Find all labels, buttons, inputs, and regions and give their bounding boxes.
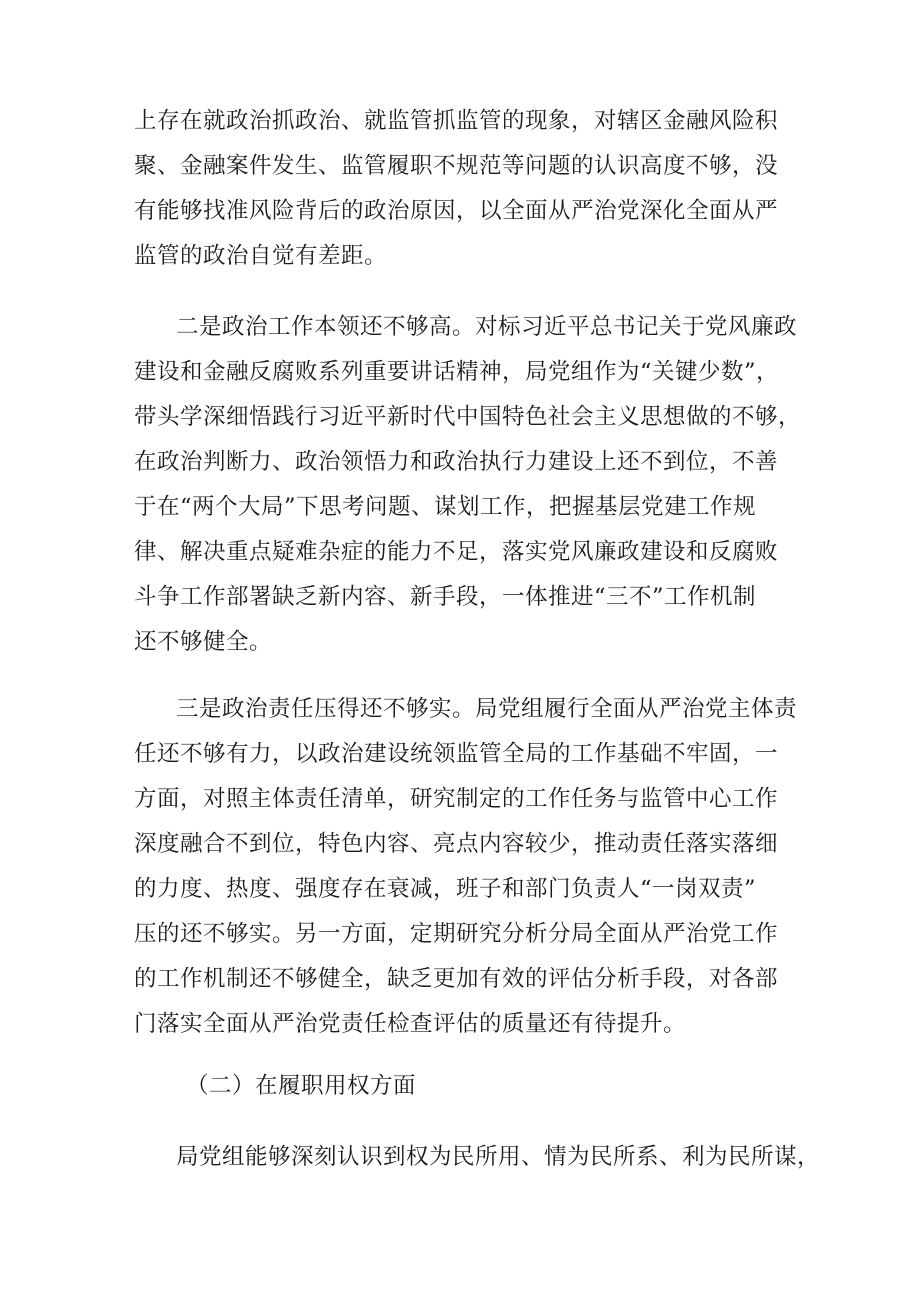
paragraph-line: 监管的政治自觉有差距。 xyxy=(134,243,388,269)
paragraph-line: 还不够健全。 xyxy=(134,629,273,655)
paragraph-line: 的工作机制还不够健全，缺乏更加有效的评估分析手段，对各部 xyxy=(134,966,779,992)
paragraph-line: 建设和金融反腐败系列重要讲话精神，局党组作为“关键少数”， xyxy=(134,359,780,385)
paragraph-line: 的力度、热度、强度存在衰减，班子和部门负责人“一岗双责” xyxy=(134,876,757,902)
paragraph-line: 带头学深细悟践行习近平新时代中国特色社会主义思想做的不够， xyxy=(134,404,802,430)
paragraph-line: 有能够找准风险背后的政治原因，以全面从严治党深化全面从严 xyxy=(134,198,779,224)
paragraph-line: 深度融合不到位，特色内容、亮点内容较少，推动责任落实落细 xyxy=(134,831,779,857)
paragraph-line: 任还不够有力，以政治建设统领监管全局的工作基础不牢固，一 xyxy=(134,741,779,767)
paragraph-line: 局党组能够深刻认识到权为民所用、情为民所系、利为民所谋， xyxy=(176,1144,821,1170)
paragraph-line: 聚、金融案件发生、监管履职不规范等问题的认识高度不够，没 xyxy=(134,153,779,179)
paragraph-line: 门落实全面从严治党责任检查评估的质量还有待提升。 xyxy=(134,1011,687,1037)
paragraph-line: 二是政治工作本领还不够高。对标习近平总书记关于党风廉政 xyxy=(176,314,798,340)
paragraph-line: 三是政治责任压得还不够实。局党组履行全面从严治党主体责 xyxy=(176,696,798,722)
paragraph-line: 方面，对照主体责任清单，研究制定的工作任务与监管中心工作 xyxy=(134,786,779,812)
section-heading-text: （二）在履职用权方面 xyxy=(186,1073,417,1099)
paragraph-line: 斗争工作部署缺乏新内容、新手段，一体推进“三不”工作机制 xyxy=(134,584,757,610)
paragraph-line: 在政治判断力、政治领悟力和政治执行力建设上还不到位，不善 xyxy=(134,449,779,475)
paragraph-line: 于在“两个大局”下思考问题、谋划工作，把握基层党建工作规 xyxy=(134,494,757,520)
paragraph-line: 律、解决重点疑难杂症的能力不足，落实党风廉政建设和反腐败 xyxy=(134,539,779,565)
paragraph-line: 上存在就政治抓政治、就监管抓监管的现象，对辖区金融风险积 xyxy=(134,108,779,134)
paragraph-line: 压的还不够实。另一方面，定期研究分析分局全面从严治党工作 xyxy=(134,921,779,947)
